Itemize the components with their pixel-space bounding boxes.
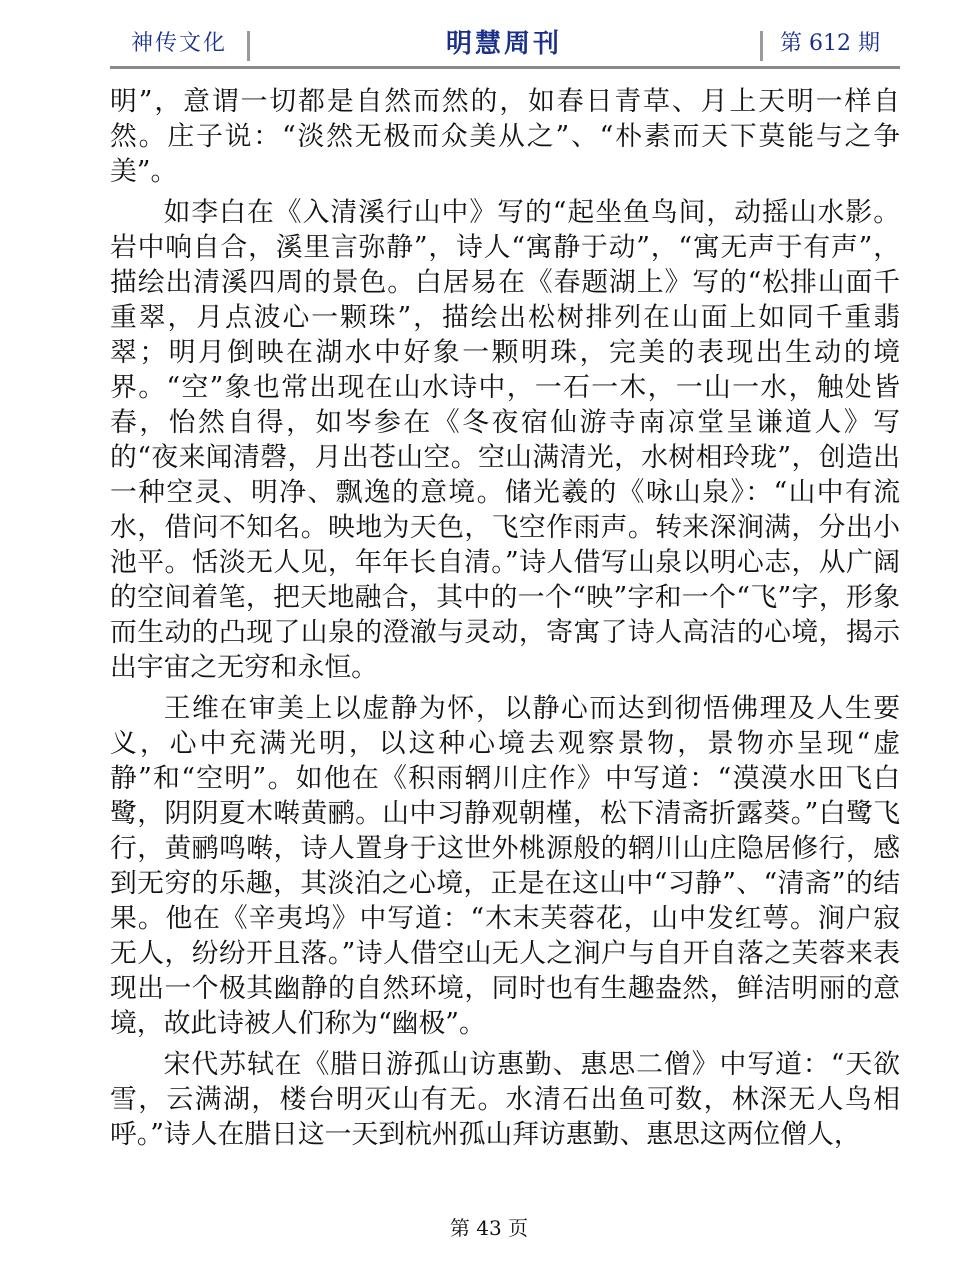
paragraph: 如李白在《入清溪行山中》写的“起坐鱼鸟间，动摇山水影。岩中响自合，溪里言弥静”，诗人“寓静于动”，“寓无声于有声”，描绘出清溪四周的景色。白居易在《春题湖上》写的“松排山面千重翠，月点波心一颗珠”，描绘出松树排列在山面上如同千重翡翠；明月倒映在湖水中好象一颗明珠，完美的表现出生动的境界。“空”象也常出现在山水诗中，一石一木，一山一水，触处皆春，怡然自得，如岑参在《冬夜宿仙游寺南凉堂呈谦道人》写的“夜来闻清磬，月出苍山空。空山满清光，水树相玲珑”，创造出一种空灵、明净、飘逸的意境。储光羲的《咏山泉》：“山中有流水，借问不知名。映地为天色，飞空作雨声。转来深涧满，分出小池平。恬淡无人见，年年长自清。”诗人借写山泉以明心志，从广阔的空间着笔，把天地融合，其中的一个“映”字和一个“飞”字，形象而生动的凸现了山泉的澄澈与灵动，寄寓了诗人高洁的心境，揭示出宇宙之无穷和永恒。	[110, 197, 900, 683]
issue-number: 第 612 期	[780, 31, 880, 56]
paragraph: 王维在审美上以虚静为怀，以静心而达到彻悟佛理及人生要义，心中充满光明，以这种心境去观察景物，景物亦呈现“虚静”和“空明”。如他在《积雨辋川庄作》中写道：“漠漠水田飞白鹭，阴阴夏木啭黄鹂。山中习静观朝槿，松下清斋折露葵。”白鹭飞行，黄鹂鸣啭，诗人置身于这世外桃源般的辋川山庄隐居修行，感到无穷的乐趣，其淡泊之心境，正是在这山中“习静”、“清斋”的结果。他在《辛夷坞》中写道：“木末芙蓉花，山中发红萼。涧户寂无人，纷纷开且落。”诗人借空山无人之涧户与自开自落之芙蓉来表现出一个极其幽静的自然环境，同时也有生趣盎然，鲜洁明丽的意境，故此诗被人们称为“幽极”。	[110, 693, 900, 1039]
page-number: 第 43 页	[449, 1216, 529, 1240]
page-header	[110, 25, 900, 67]
section-name: 神传文化	[130, 31, 227, 56]
paragraph: 宋代苏轼在《腊日游孤山访惠勤、惠思二僧》中写道：“天欲雪，云满湖，楼台明灭山有无。水清石出鱼可数，林深无人鸟相呼。”诗人在腊日这一天到杭州孤山拜访惠勤、惠思这两位僧人，	[110, 1049, 900, 1150]
article-body	[110, 84, 900, 1152]
publication-title: 明慧周刊	[445, 29, 562, 59]
paragraph-continuation: 明”，意谓一切都是自然而然的，如春日青草、月上天明一样自然。庄子说：“淡然无极而众美从之”、“朴素而天下莫能与之争美”。	[110, 86, 900, 187]
header-rule	[110, 66, 900, 69]
